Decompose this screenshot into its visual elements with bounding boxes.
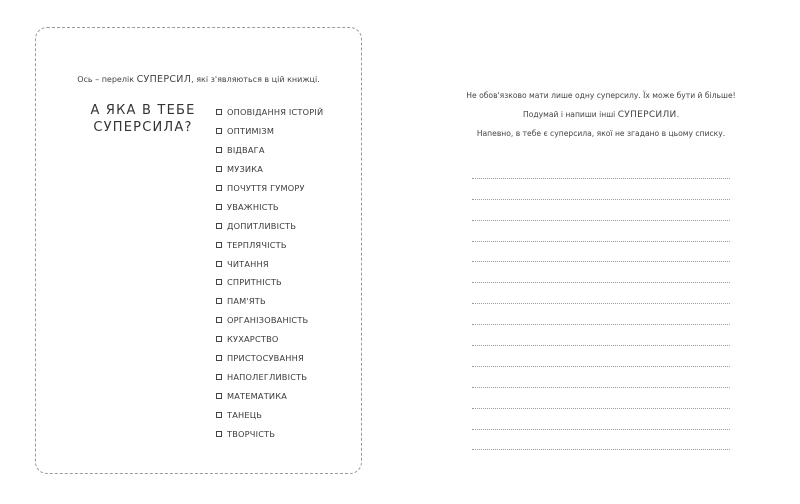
writing-line[interactable] — [472, 367, 730, 388]
list-item-label: ТЕРПЛЯЧІСТЬ — [227, 239, 287, 250]
checkbox-icon[interactable] — [216, 109, 222, 115]
list-item-label: ВІДВАГА — [227, 145, 265, 156]
checkbox-icon[interactable] — [216, 431, 222, 437]
list-item-label: УВАЖНІСТЬ — [227, 201, 279, 212]
list-item — [216, 216, 323, 235]
right-line-3: Напевно, в тебе є суперсила, якої не згадано в цьому списку. — [476, 129, 726, 138]
writing-line[interactable] — [472, 304, 730, 325]
checkbox-icon[interactable] — [216, 412, 222, 418]
list-item-label: ОПТИМІЗМ — [227, 126, 275, 137]
checkbox-icon[interactable] — [216, 336, 222, 342]
list-item — [216, 160, 323, 179]
right-line-2-before: Подумай і напиши інші — [522, 110, 618, 119]
superpower-list — [216, 103, 323, 443]
list-item-label: НАПОЛЕГЛИВІСТЬ — [227, 371, 308, 382]
writing-lines — [472, 158, 730, 450]
list-item — [216, 330, 323, 349]
checkbox-icon[interactable] — [216, 185, 222, 191]
list-item — [216, 424, 323, 443]
writing-line[interactable] — [472, 242, 730, 263]
list-item — [216, 103, 323, 122]
checkbox-icon[interactable] — [216, 261, 222, 267]
list-item-label: ОРГАНІЗОВАНІСТЬ — [227, 315, 309, 326]
checkbox-icon[interactable] — [216, 242, 222, 248]
question-line-2: СУПЕРСИЛА? — [93, 120, 193, 135]
writing-line[interactable] — [472, 283, 730, 304]
writing-line[interactable] — [472, 430, 730, 451]
list-item-label: ПРИСТОСУВАННЯ — [227, 353, 304, 364]
list-item — [216, 386, 323, 405]
list-item-label: МУЗИКА — [227, 164, 264, 175]
list-item-label: ПАМ'ЯТЬ — [227, 296, 266, 307]
writing-line[interactable] — [472, 262, 730, 283]
list-item-label: МАТЕМАТИКА — [227, 390, 288, 401]
list-item — [216, 292, 323, 311]
list-item-label: ТВОРЧІСТЬ — [227, 428, 276, 439]
list-item — [216, 349, 323, 368]
checkbox-icon[interactable] — [216, 204, 222, 210]
checkbox-icon[interactable] — [216, 298, 222, 304]
question-line-1: А ЯКА В ТЕБЕ — [90, 103, 196, 118]
checkbox-icon[interactable] — [216, 279, 222, 285]
intro-before: Ось – перелік — [77, 75, 137, 84]
list-item — [216, 273, 323, 292]
list-item — [216, 197, 323, 216]
list-item — [216, 179, 323, 198]
superpowers-card — [35, 27, 362, 474]
list-item-label: ПОЧУТТЯ ГУМОРУ — [227, 183, 305, 193]
checkbox-icon[interactable] — [216, 317, 222, 323]
list-item — [216, 311, 323, 330]
list-item — [216, 122, 323, 141]
list-item — [216, 367, 323, 386]
list-item — [216, 405, 323, 424]
checkbox-icon[interactable] — [216, 374, 222, 380]
checkbox-icon[interactable] — [216, 166, 222, 172]
list-item — [216, 141, 323, 160]
right-page-text — [465, 90, 737, 147]
list-item-label: ТАНЕЦЬ — [227, 409, 263, 420]
right-line-2-emphasis: СУПЕРСИЛИ — [617, 110, 677, 120]
writing-line[interactable] — [472, 179, 730, 200]
checkbox-icon[interactable] — [216, 393, 222, 399]
writing-line[interactable] — [472, 200, 730, 221]
list-item-label: ДОПИТЛИВІСТЬ — [227, 220, 297, 231]
writing-line[interactable] — [472, 346, 730, 367]
intro-text — [36, 74, 361, 85]
writing-line[interactable] — [472, 409, 730, 430]
list-item-label: СПРИТНІСТЬ — [227, 277, 282, 288]
writing-line[interactable] — [472, 221, 730, 242]
right-line-2-after: . — [676, 110, 679, 119]
writing-line[interactable] — [472, 158, 730, 179]
list-item-label: ЧИТАННЯ — [227, 258, 269, 269]
intro-emphasis: СУПЕРСИЛ — [136, 74, 192, 85]
right-line-2 — [465, 109, 737, 128]
question-heading — [83, 102, 203, 136]
writing-line[interactable] — [472, 325, 730, 346]
list-item — [216, 235, 323, 254]
writing-line[interactable] — [472, 388, 730, 409]
right-line-1: Не обов'язково мати лише одну суперсилу. Їх може бути й більше! — [466, 91, 736, 100]
checkbox-icon[interactable] — [216, 355, 222, 361]
list-item — [216, 254, 323, 273]
list-item-label: ОПОВІДАННЯ ІСТОРІЙ — [227, 107, 324, 118]
intro-after: , які з'являються в цій книжці. — [191, 75, 320, 84]
checkbox-icon[interactable] — [216, 128, 222, 134]
checkbox-icon[interactable] — [216, 223, 222, 229]
list-item-label: КУХАРСТВО — [227, 334, 279, 345]
checkbox-icon[interactable] — [216, 147, 222, 153]
